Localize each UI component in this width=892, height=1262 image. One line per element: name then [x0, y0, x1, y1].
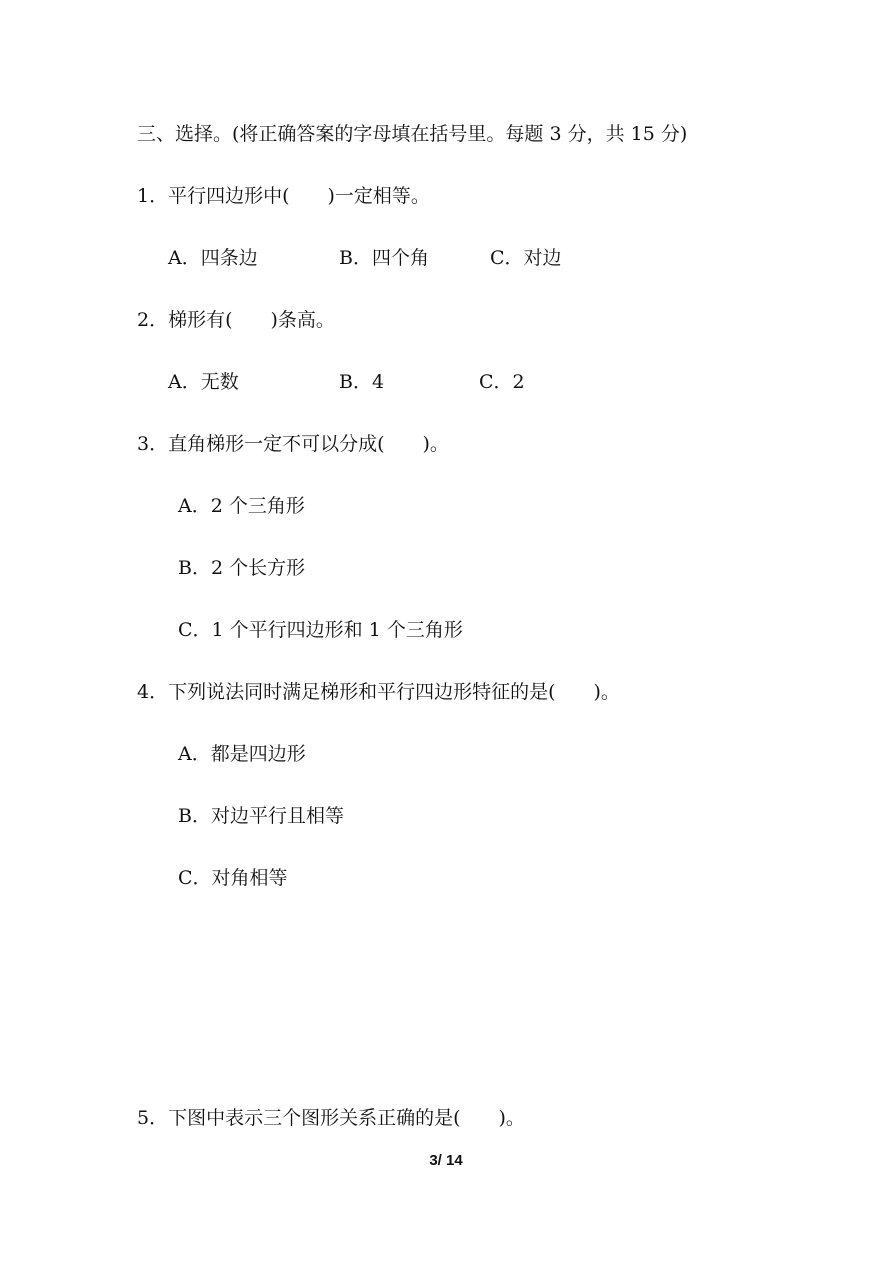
option-1c: C．对边	[490, 247, 562, 269]
option-2c: C．2	[479, 371, 525, 393]
option-4b: B．对边平行且相等	[178, 805, 344, 827]
option-1b: B．四个角	[339, 247, 429, 269]
option-4a: A．都是四边形	[178, 743, 306, 765]
page-number: 3/ 14	[429, 1152, 463, 1169]
question-3: 3．直角梯形一定不可以分成( )。	[137, 433, 449, 455]
option-1a: A．四条边	[168, 247, 258, 269]
question-1-options	[168, 246, 768, 270]
question-5: 5．下图中表示三个图形关系正确的是( )。	[137, 1107, 525, 1129]
question-2: 2．梯形有( )条高。	[137, 309, 335, 331]
option-2b: B．4	[339, 371, 385, 393]
section-title: 三、选择。(将正确答案的字母填在括号里。每题 3 分，共 15 分)	[137, 123, 688, 145]
option-3b: B．2 个长方形	[178, 557, 306, 579]
option-3a: A．2 个三角形	[178, 495, 305, 517]
option-4c: C．对角相等	[178, 867, 288, 889]
question-2-options	[168, 370, 768, 394]
question-1: 1．平行四边形中( )一定相等。	[137, 185, 430, 207]
option-3c: C．1 个平行四边形和 1 个三角形	[178, 619, 463, 641]
option-2a: A．无数	[168, 371, 239, 393]
question-4: 4．下列说法同时满足梯形和平行四边形特征的是( )。	[137, 681, 620, 703]
